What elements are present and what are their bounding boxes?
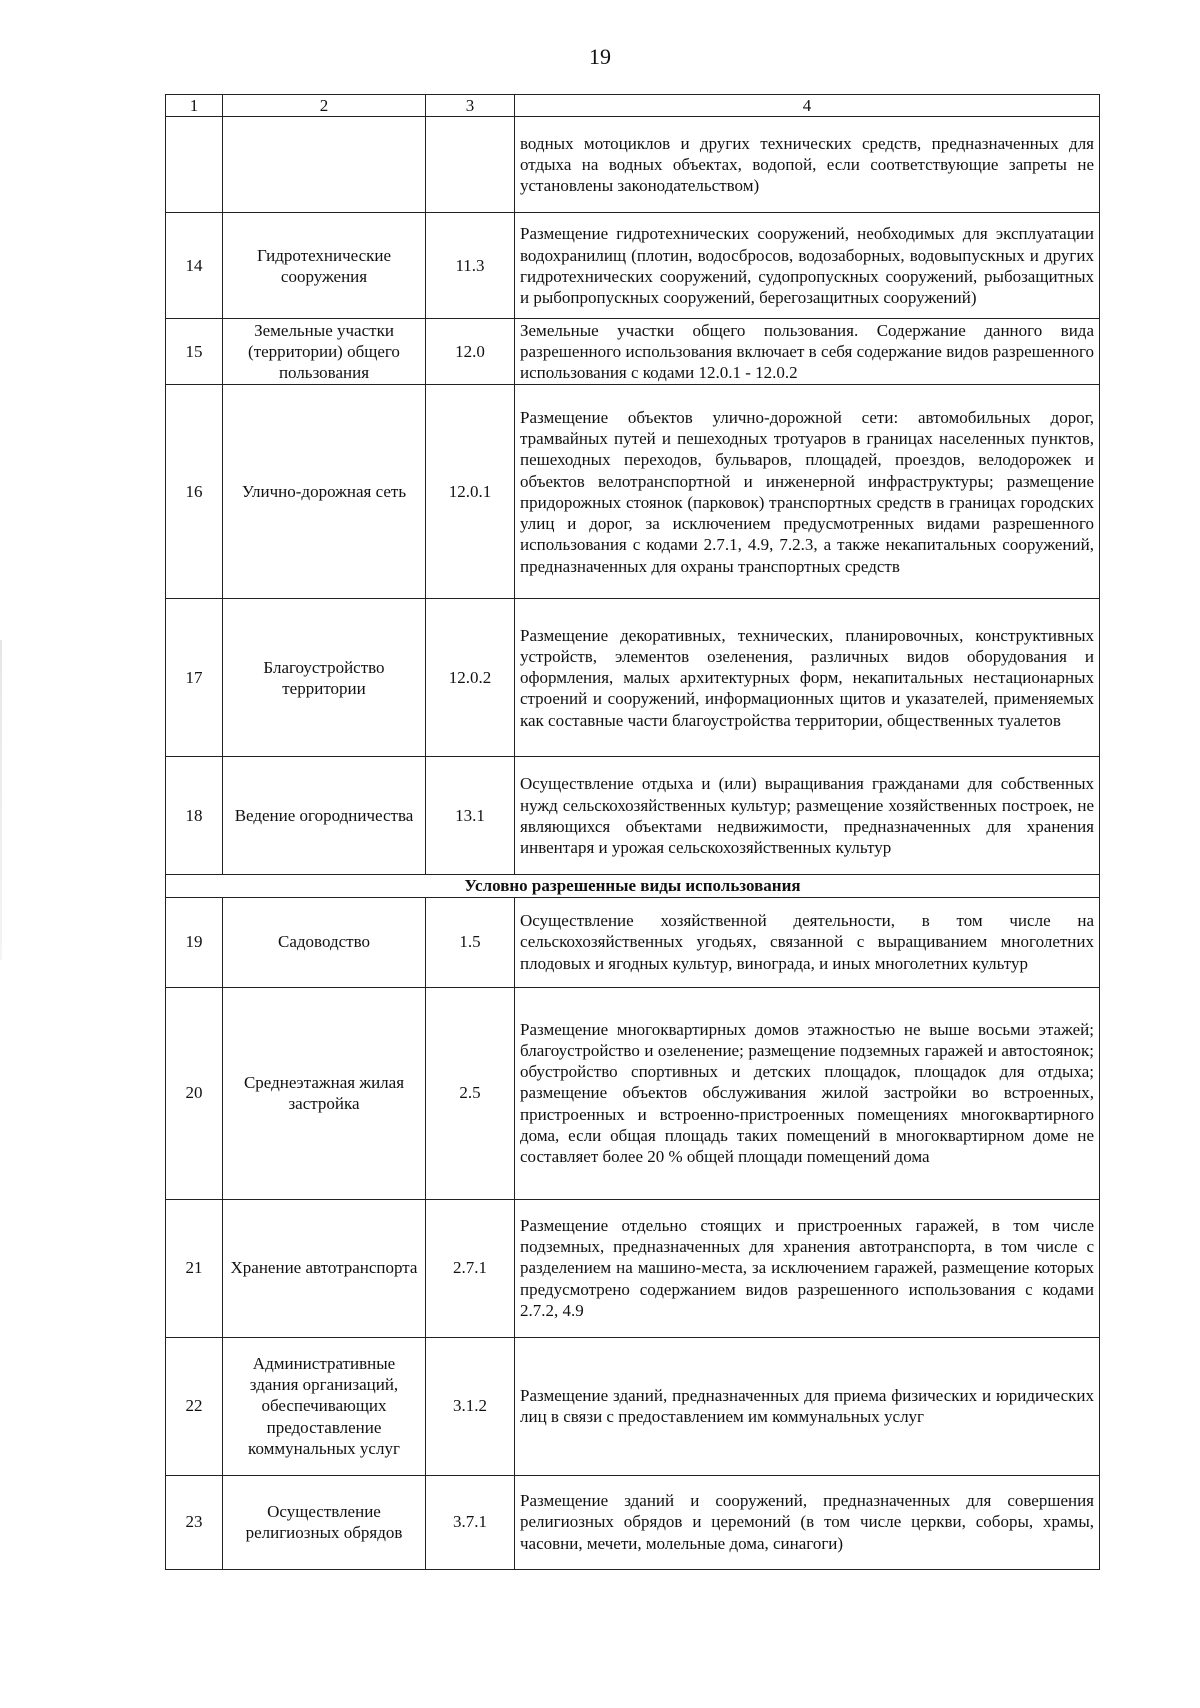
use-type-code: 12.0.2 [426,599,515,757]
use-type-code [426,117,515,213]
table-row [166,1337,1100,1475]
table-row [166,385,1100,599]
section-title: Условно разрешенные виды использования [166,875,1100,897]
table-row [166,117,1100,213]
use-type-code: 12.0.1 [426,385,515,599]
use-type-name: Благоустройство территории [223,599,426,757]
column-header-2: 2 [223,95,426,117]
row-number: 14 [166,213,223,319]
use-type-name: Улично-дорожная сеть [223,385,426,599]
use-type-name: Среднеэтажная жилая застройка [223,987,426,1199]
use-type-name: Хранение автотранспорта [223,1199,426,1337]
table-row [166,319,1100,385]
use-type-code: 2.7.1 [426,1199,515,1337]
use-type-description: Осуществление хозяйственной деятельности, в том числе на сельскохозяйственных угодьях, связанной с выращиванием многолетних плодовых и ягодных культур, винограда, и иных многолетних культур [515,897,1100,987]
page-number: 19 [589,44,611,69]
table-row [166,1199,1100,1337]
row-number: 18 [166,757,223,875]
row-number: 23 [166,1475,223,1569]
table-row [166,897,1100,987]
use-type-code: 3.7.1 [426,1475,515,1569]
use-type-code: 1.5 [426,897,515,987]
use-type-name: Административные здания организаций, обеспечивающих предоставление коммунальных услуг [223,1337,426,1475]
row-number: 16 [166,385,223,599]
use-type-description: Размещение объектов улично-дорожной сети: автомобильных дорог, трамвайных путей и пешеходных тротуаров в границах населенных пунктов, пешеходных переходов, бульваров, площадей, проездов, велодорожек и объектов велотранспортной и инженерной инфраструктуры; размещение придорожных стоянок (парковок) транспортных средств в границах городских улиц и дорог, за исключением предусмотренных видами разрешенного использования с кодами 2.7.1, 4.9, 7.2.3, а также некапитальных сооружений, предназначенных для охраны транспортных средств [515,385,1100,599]
land-use-table [165,94,1100,1570]
use-type-name: Земельные участки (территории) общего пользования [223,319,426,385]
column-header-1: 1 [166,95,223,117]
use-type-code: 13.1 [426,757,515,875]
table-row [166,213,1100,319]
section-header-row [166,875,1100,897]
column-header-3: 3 [426,95,515,117]
use-type-description: Размещение декоративных, технических, планировочных, конструктивных устройств, элементов озеленения, различных видов оборудования и оформления, малых архитектурных форм, некапитальных нестационарных строений и сооружений, информационных щитов и указателей, применяемых как составные части благоустройства территории, общественных туалетов [515,599,1100,757]
row-number: 19 [166,897,223,987]
row-number: 17 [166,599,223,757]
row-number [166,117,223,213]
use-type-name: Ведение огородничества [223,757,426,875]
use-type-description: водных мотоциклов и других технических средств, предназначенных для отдыха на водных объектах, водопой, если соответствующие запреты не установлены законодательством) [515,117,1100,213]
use-type-code: 11.3 [426,213,515,319]
table-row [166,599,1100,757]
table-row [166,757,1100,875]
use-type-code: 2.5 [426,987,515,1199]
use-type-description: Размещение зданий, предназначенных для приема физических и юридических лиц в связи с предоставлением им коммунальных услуг [515,1337,1100,1475]
use-type-name [223,117,426,213]
use-type-name: Садоводство [223,897,426,987]
use-type-description: Земельные участки общего пользования. Содержание данного вида разрешенного использования включает в себя содержание видов разрешенного использования с кодами 12.0.1 - 12.0.2 [515,319,1100,385]
use-type-code: 3.1.2 [426,1337,515,1475]
use-type-name: Гидротехнические сооружения [223,213,426,319]
table-row [166,1475,1100,1569]
table-header-row [166,95,1100,117]
use-type-description: Размещение многоквартирных домов этажностью не выше восьми этажей; благоустройство и озеленение; размещение подземных гаражей и автостоянок; обустройство спортивных и детских площадок, площадок для отдыха; размещение объектов обслуживания жилой застройки во встроенных, пристроенных и встроенно-пристроенных помещениях многоквартирного дома, если общая площадь таких помещений в многоквартирном доме не составляет более 20 % общей площади помещений дома [515,987,1100,1199]
column-header-4: 4 [515,95,1100,117]
row-number: 20 [166,987,223,1199]
use-type-description: Размещение отдельно стоящих и пристроенных гаражей, в том числе подземных, предназначенных для хранения автотранспорта, в том числе с разделением на машино-места, за исключением гаражей, размещение которых предусмотрено содержанием видов разрешенного использования с кодами 2.7.2, 4.9 [515,1199,1100,1337]
use-type-code: 12.0 [426,319,515,385]
use-type-description: Размещение гидротехнических сооружений, необходимых для эксплуатации водохранилищ (плотин, водосбросов, водозаборных, водовыпускных и других гидротехнических сооружений, судопропускных сооружений, рыбозащитных и рыбопропускных сооружений, берегозащитных сооружений) [515,213,1100,319]
use-type-description: Осуществление отдыха и (или) выращивания гражданами для собственных нужд сельскохозяйственных культур; размещение хозяйственных построек, не являющихся объектами недвижимости, предназначенных для хранения инвентаря и урожая сельскохозяйственных культур [515,757,1100,875]
use-type-name: Осуществление религиозных обрядов [223,1475,426,1569]
row-number: 22 [166,1337,223,1475]
row-number: 21 [166,1199,223,1337]
use-type-description: Размещение зданий и сооружений, предназначенных для совершения религиозных обрядов и церемоний (в том числе церкви, соборы, храмы, часовни, мечети, молельные дома, синагоги) [515,1475,1100,1569]
row-number: 15 [166,319,223,385]
table-row [166,987,1100,1199]
scan-edge-shadow [0,640,2,960]
